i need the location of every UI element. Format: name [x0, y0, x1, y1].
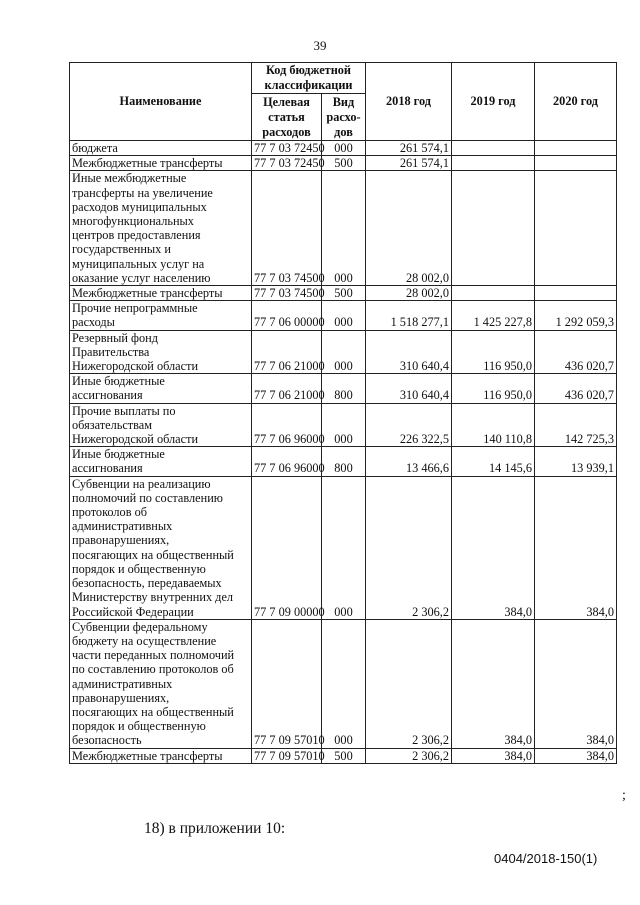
row-target-code: 77 7 09 57010 [252, 748, 322, 763]
row-value-2020: 436 020,7 [535, 330, 617, 374]
row-expense-type: 000 [322, 141, 366, 156]
row-value-2019 [452, 141, 535, 156]
row-expense-type: 500 [322, 748, 366, 763]
table-row [70, 374, 617, 403]
row-value-2020: 13 939,1 [535, 447, 617, 476]
row-name: Прочие выплаты по обязательствам Нижегородской области [70, 403, 252, 447]
row-value-2020 [535, 286, 617, 301]
header-target-article: Целевая статья расходов [252, 94, 322, 141]
page-number: 39 [313, 38, 327, 53]
budget-table [69, 62, 617, 764]
table-body [70, 141, 617, 764]
row-value-2020: 384,0 [535, 476, 617, 619]
row-name: Иные бюджетные ассигнования [70, 447, 252, 476]
row-value-2018: 2 306,2 [366, 748, 452, 763]
row-expense-type: 800 [322, 374, 366, 403]
row-target-code: 77 7 06 96000 [252, 447, 322, 476]
row-value-2018: 28 002,0 [366, 171, 452, 286]
row-value-2020: 142 725,3 [535, 403, 617, 447]
row-target-code: 77 7 09 00000 [252, 476, 322, 619]
row-name: Резервный фонд Правительства Нижегородской области [70, 330, 252, 374]
row-value-2018: 1 518 277,1 [366, 301, 452, 330]
row-name: бюджета [70, 141, 252, 156]
row-value-2018: 2 306,2 [366, 619, 452, 748]
header-2020: 2020 год [535, 63, 617, 141]
row-target-code: 77 7 03 72450 [252, 156, 322, 171]
table-row [70, 330, 617, 374]
table-row [70, 301, 617, 330]
row-value-2020 [535, 156, 617, 171]
header-name: Наименование [70, 63, 252, 141]
row-value-2019: 116 950,0 [452, 330, 535, 374]
row-value-2019 [452, 156, 535, 171]
row-expense-type: 000 [322, 619, 366, 748]
row-value-2018: 310 640,4 [366, 330, 452, 374]
row-expense-type: 000 [322, 403, 366, 447]
row-target-code: 77 7 06 96000 [252, 403, 322, 447]
document-number: 0404/2018-150(1) [494, 851, 598, 866]
row-value-2020: 384,0 [535, 748, 617, 763]
row-name: Межбюджетные трансферты [70, 286, 252, 301]
row-value-2019: 384,0 [452, 619, 535, 748]
table-row [70, 447, 617, 476]
table-header [70, 63, 617, 141]
row-name: Иные бюджетные ассигнования [70, 374, 252, 403]
row-value-2018: 13 466,6 [366, 447, 452, 476]
row-expense-type: 000 [322, 330, 366, 374]
row-target-code: 77 7 03 74500 [252, 286, 322, 301]
row-value-2020 [535, 141, 617, 156]
row-target-code: 77 7 06 21000 [252, 374, 322, 403]
row-value-2020: 436 020,7 [535, 374, 617, 403]
table-row [70, 141, 617, 156]
table-row [70, 476, 617, 619]
row-value-2019: 384,0 [452, 476, 535, 619]
header-2018: 2018 год [366, 63, 452, 141]
row-value-2019 [452, 286, 535, 301]
row-value-2018: 28 002,0 [366, 286, 452, 301]
row-expense-type: 000 [322, 171, 366, 286]
table-row [70, 156, 617, 171]
row-target-code: 77 7 06 00000 [252, 301, 322, 330]
row-target-code: 77 7 03 74500 [252, 171, 322, 286]
trailing-semicolon: ; [622, 788, 626, 803]
header-2019: 2019 год [452, 63, 535, 141]
row-value-2019: 116 950,0 [452, 374, 535, 403]
row-target-code: 77 7 06 21000 [252, 330, 322, 374]
row-value-2020: 384,0 [535, 619, 617, 748]
row-name: Межбюджетные трансферты [70, 748, 252, 763]
row-value-2019 [452, 171, 535, 286]
row-expense-type: 800 [322, 447, 366, 476]
row-value-2019: 384,0 [452, 748, 535, 763]
row-value-2018: 310 640,4 [366, 374, 452, 403]
row-value-2018: 261 574,1 [366, 141, 452, 156]
item-18-heading: 18) в приложении 10: [144, 820, 286, 837]
row-name: Субвенции на реализацию полномочий по составлению протоколов об административных правонарушениях, посягающих на общественный порядок и общественную безопасность, передаваемых Министерству внутренних дел Российской Федерации [70, 476, 252, 619]
row-target-code: 77 7 03 72450 [252, 141, 322, 156]
row-value-2019: 140 110,8 [452, 403, 535, 447]
row-expense-type: 500 [322, 286, 366, 301]
row-name: Субвенции федеральному бюджету на осуществление части переданных полномочий по составлению протоколов об административных правонарушениях, посягающих на общественный порядок и общественную безопасность [70, 619, 252, 748]
header-expense-type: Вид расхо- дов [322, 94, 366, 141]
row-value-2019: 14 145,6 [452, 447, 535, 476]
row-target-code: 77 7 09 57010 [252, 619, 322, 748]
table-row [70, 748, 617, 763]
row-name: Прочие непрограммные расходы [70, 301, 252, 330]
row-expense-type: 500 [322, 156, 366, 171]
row-value-2018: 226 322,5 [366, 403, 452, 447]
row-value-2020 [535, 171, 617, 286]
table-row [70, 403, 617, 447]
table-row [70, 286, 617, 301]
row-value-2018: 261 574,1 [366, 156, 452, 171]
row-name: Иные межбюджетные трансферты на увеличение расходов муниципальных многофункциональных центров предоставления государственных и муниципальных услуг на оказание услуг населению [70, 171, 252, 286]
header-code-group: Код бюджетной классификации [252, 63, 366, 94]
row-value-2020: 1 292 059,3 [535, 301, 617, 330]
table-row [70, 619, 617, 748]
row-expense-type: 000 [322, 301, 366, 330]
row-name: Межбюджетные трансферты [70, 156, 252, 171]
table-row [70, 171, 617, 286]
row-expense-type: 000 [322, 476, 366, 619]
row-value-2019: 1 425 227,8 [452, 301, 535, 330]
row-value-2018: 2 306,2 [366, 476, 452, 619]
